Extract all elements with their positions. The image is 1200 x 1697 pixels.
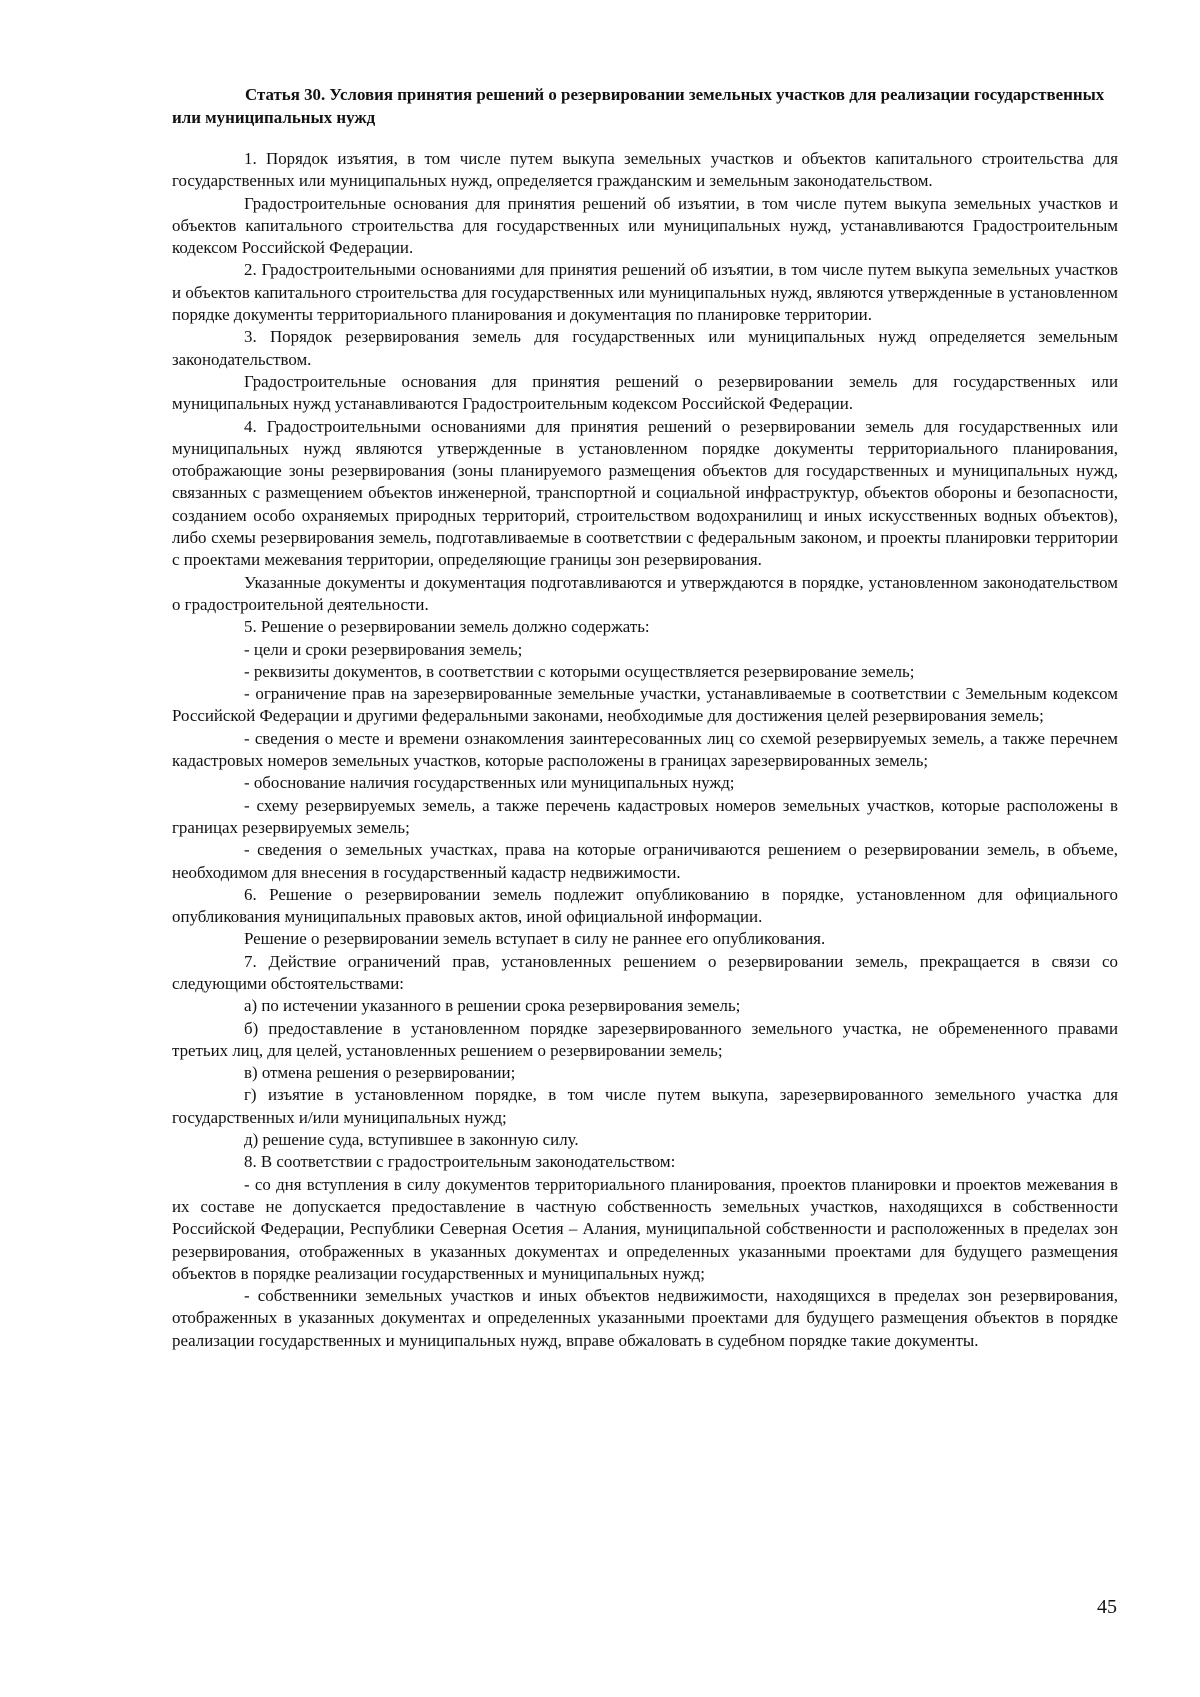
list-item: в) отмена решения о резервировании;: [244, 1063, 516, 1083]
paragraph: 3. Порядок резервирования земель для государственных или муниципальных нужд определяется земельным законодательством.: [172, 327, 1118, 369]
list-item: - обоснование наличия государственных или муниципальных нужд;: [244, 773, 735, 793]
list-item: - ограничение прав на зарезервированные земельные участки, устанавливаемые в соответствии с Земельным кодексом Российской Федерации и другими федеральными законами, необходимые для достижения целей резервирования земель;: [172, 684, 1118, 726]
list-item: - цели и сроки резервирования земель;: [244, 639, 523, 659]
page-number: 45: [1097, 1596, 1117, 1618]
list-item: - сведения о месте и времени ознакомления заинтересованных лиц со схемой резервируемых земель, а также перечнем кадастровых номеров земельных участков, которые расположены в границах зарезервированных земель;: [172, 728, 1118, 771]
list-item: - схему резервируемых земель, а также перечень кадастровых номеров земельных участков, которые расположены в границах резервируемых земель;: [172, 795, 1118, 837]
article-title: Статья 30. Условия принятия решений о резервировании земельных участков для реализации государственных или муниципальных нужд: [172, 85, 1105, 127]
paragraph: 6. Решение о резервировании земель подлежит опубликованию в порядке, установленном для официального опубликования муниципальных правовых актов, иной официальной информации.: [172, 884, 1118, 927]
list-item: д) решение суда, вступившее в законную силу.: [244, 1130, 579, 1150]
paragraph: 2. Градостроительными основаниями для принятия решений об изъятии, в том числе путем выкупа земельных участков и объектов капитального строительства для государственных или муниципальных нужд, являются утвержденные в установленном порядке документы территориального планирования и документация по планировке территории.: [172, 260, 1118, 325]
list-item: - реквизиты документов, в соответствии с которыми осуществляется резервирование земель;: [244, 661, 915, 681]
paragraph: Решение о резервировании земель вступает в силу не раннее его опубликования.: [244, 929, 826, 949]
paragraph: Указанные документы и документация подготавливаются и утверждаются в порядке, установленном законодательством о градостроительной деятельности.: [172, 572, 1118, 614]
paragraph: Градостроительные основания для принятия решений об изъятии, в том числе путем выкупа земельных участков и объектов капитального строительства для государственных или муниципальных нужд, устанавливаются Градостроительным кодексом Российской Федерации.: [172, 193, 1118, 258]
paragraph: 5. Решение о резервировании земель должно содержать:: [244, 617, 650, 637]
paragraph: Градостроительные основания для принятия решений о резервировании земель для государственных или муниципальных нужд устанавливаются Градостроительным кодексом Российской Федерации.: [172, 371, 1118, 414]
list-item: г) изъятие в установленном порядке, в том числе путем выкупа, зарезервированного земельного участка для государственных и/или муниципальных нужд;: [172, 1085, 1118, 1127]
list-item: - сведения о земельных участках, права на которые ограничиваются решением о резервировании земель, в объеме, необходимом для внесения в государственный кадастр недвижимости.: [172, 840, 1118, 882]
paragraph: 4. Градостроительными основаниями для принятия решений о резервировании земель для государственных или муниципальных нужд являются утвержденные в установленном порядке документы территориального планирования, отображающие зоны резервирования (зоны планируемого размещения объектов для государственных и муниципальных нужд, связанных с размещением объектов инженерной, транспортной и социальной инфраструктур, объектов обороны и безопасности, созданием особо охраняемых природных территорий, строительством водохранилищ и иных искусственных водных объектов), либо схемы резервирования земель, подготавливаемые в соответствии с федеральным законом, и проекты планировки территории с проектами межевания территории, определяющие границы зон резервирования.: [172, 416, 1118, 570]
paragraph: 7. Действие ограничений прав, установленных решением о резервировании земель, прекращается в связи со следующими обстоятельствами:: [172, 951, 1118, 993]
paragraph: 1. Порядок изъятия, в том числе путем выкупа земельных участков и объектов капитального строительства для государственных или муниципальных нужд, определяется гражданским и земельным законодательством.: [172, 149, 1118, 191]
list-item: б) предоставление в установленном порядке зарезервированного земельного участка, не обремененного правами третьих лиц, для целей, установленных решением о резервировании земель;: [172, 1018, 1118, 1060]
list-item: а) по истечении указанного в решении срока резервирования земель;: [244, 996, 741, 1016]
paragraph: 8. В соответствии с градостроительным законодательством:: [244, 1152, 676, 1172]
list-item: - собственники земельных участков и иных объектов недвижимости, находящихся в пределах зон резервирования, отображенных в указанных документах и определенных указанными проектами для будущего размещения объектов в порядке реализации государственных и муниципальных нужд, вправе обжаловать в судебном порядке такие документы.: [172, 1286, 1118, 1350]
list-item: - со дня вступления в силу документов территориального планирования, проектов планировки и проектов межевания в их составе не допускается предоставление в частную собственность земельных участков, находящихся в собственности Российской Федерации, Республики Северная Осетия – Алания, муниципальной собственности и расположенных в пределах зон резервирования, отображенных в указанных документах и определенных указанными проектами для будущего размещения объектов в порядке реализации государственных и муниципальных нужд;: [172, 1174, 1118, 1283]
article-body: [172, 148, 1118, 1352]
